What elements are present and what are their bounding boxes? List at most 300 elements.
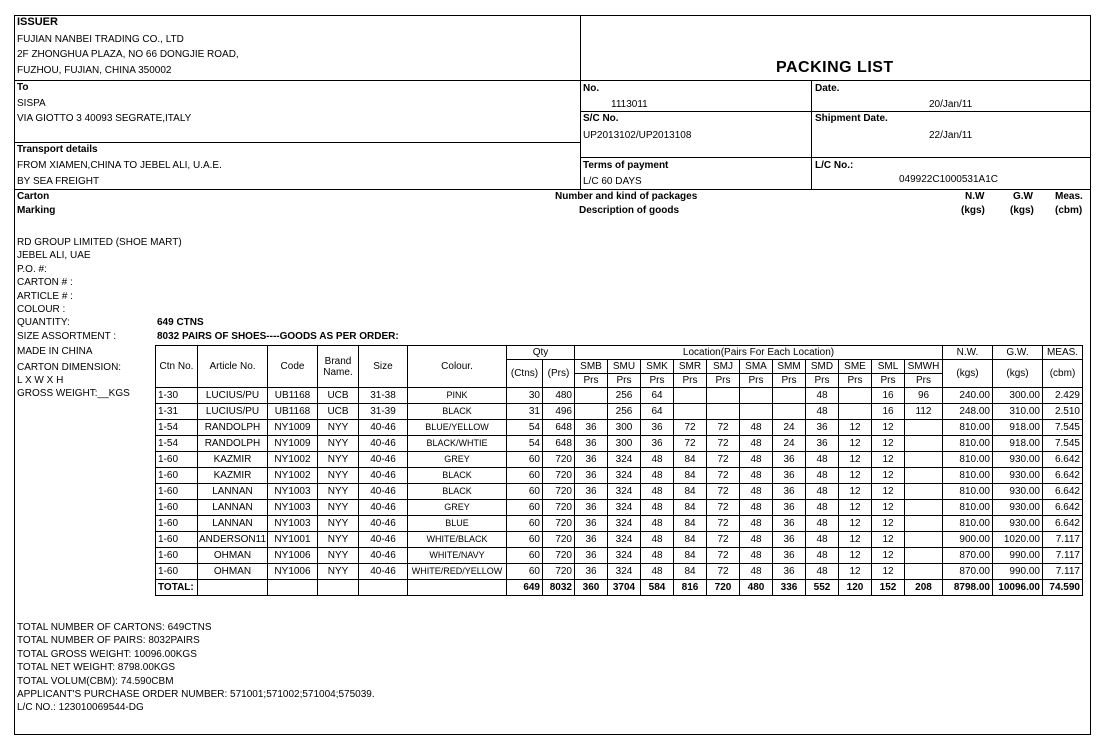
table-cell: 48 [806, 564, 839, 580]
table-cell: 336 [773, 580, 806, 596]
table-cell: 1-54 [156, 436, 198, 452]
table-cell: 12 [839, 500, 872, 516]
table-cell [773, 388, 806, 404]
table-cell: 324 [608, 484, 641, 500]
table-cell [839, 404, 872, 420]
table-cell: 10096.00 [993, 580, 1043, 596]
table-cell: NY1002 [268, 452, 318, 468]
table-cell: 36 [773, 548, 806, 564]
table-cell: 12 [872, 516, 905, 532]
nw-heading: N.W [965, 191, 985, 202]
shipment-date-value: 22/Jan/11 [929, 130, 973, 141]
col-loc-smd: SMD [806, 360, 839, 374]
table-cell: 54 [507, 420, 543, 436]
table-cell [674, 404, 707, 420]
col-location: Location(Pairs For Each Location) [575, 346, 943, 360]
table-cell: 72 [707, 420, 740, 436]
table-cell [905, 500, 943, 516]
table-cell: NY1003 [268, 500, 318, 516]
table-cell: 7.117 [1043, 532, 1083, 548]
table-cell: ANDERSON11 [198, 532, 268, 548]
table-cell: 810.00 [943, 500, 993, 516]
mark-line: COLOUR : [17, 303, 66, 315]
table-cell: BLACK [408, 484, 507, 500]
table-cell: 36 [575, 516, 608, 532]
table-cell: 31-39 [359, 404, 408, 420]
col-size: Size [359, 346, 408, 388]
table-cell: 84 [674, 452, 707, 468]
table-cell: 810.00 [943, 468, 993, 484]
transport-mode: BY SEA FREIGHT [17, 176, 100, 187]
table-cell: LUCIUS/PU [198, 388, 268, 404]
table-cell: 12 [872, 532, 905, 548]
table-cell: NYY [318, 500, 359, 516]
table-cell: 48 [740, 484, 773, 500]
table-cell: 248.00 [943, 404, 993, 420]
table-cell: 1-60 [156, 500, 198, 516]
date-label: Date. [815, 83, 840, 94]
table-cell: 36 [575, 484, 608, 500]
col-loc-sme: SME [839, 360, 872, 374]
table-cell: 48 [641, 548, 674, 564]
col-loc-unit: Prs [641, 374, 674, 388]
table-cell: 552 [806, 580, 839, 596]
table-cell: WHITE/NAVY [408, 548, 507, 564]
table-cell: 72 [707, 564, 740, 580]
table-cell [318, 580, 359, 596]
table-cell: NY1002 [268, 468, 318, 484]
mark-line: ARTICLE # : [17, 290, 73, 302]
table-cell: 324 [608, 548, 641, 564]
table-cell: 48 [740, 564, 773, 580]
col-ctn-no: Ctn No. [156, 346, 198, 388]
table-cell: 40-46 [359, 532, 408, 548]
table-cell: KAZMIR [198, 468, 268, 484]
table-cell: 12 [839, 564, 872, 580]
table-cell: 1-60 [156, 516, 198, 532]
table-cell: RANDOLPH [198, 420, 268, 436]
table-cell: 31-38 [359, 388, 408, 404]
table-cell: 84 [674, 564, 707, 580]
table-cell: NYY [318, 532, 359, 548]
col-gw-unit: (kgs) [993, 360, 1043, 388]
table-cell: 40-46 [359, 548, 408, 564]
footer-line: TOTAL NET WEIGHT: 8798.00KGS [17, 662, 176, 674]
mark-line: MADE IN CHINA [17, 346, 93, 358]
table-cell [773, 404, 806, 420]
table-cell [905, 516, 943, 532]
col-loc-sma: SMA [740, 360, 773, 374]
table-cell [408, 580, 507, 596]
col-loc-sml: SML [872, 360, 905, 374]
table-cell: 12 [872, 420, 905, 436]
table-cell [359, 580, 408, 596]
table-cell: 48 [740, 436, 773, 452]
table-cell: RANDOLPH [198, 436, 268, 452]
col-loc-smj: SMJ [707, 360, 740, 374]
table-cell: 2.429 [1043, 388, 1083, 404]
col-loc-unit: Prs [872, 374, 905, 388]
invoice-no-value: 1113011 [611, 99, 648, 110]
table-cell: 40-46 [359, 484, 408, 500]
table-cell: 36 [641, 436, 674, 452]
col-loc-unit: Prs [806, 374, 839, 388]
table-row [156, 436, 1083, 452]
table-row [156, 420, 1083, 436]
table-cell: 1-60 [156, 564, 198, 580]
col-loc-smu: SMU [608, 360, 641, 374]
table-cell: 48 [806, 500, 839, 516]
table-cell [674, 388, 707, 404]
table-cell [905, 532, 943, 548]
table-cell: 720 [543, 468, 575, 484]
table-cell: 72 [674, 420, 707, 436]
table-cell: 72 [707, 548, 740, 564]
issuer-address-line1: 2F ZHONGHUA PLAZA, NO 66 DONGJIE ROAD, [17, 49, 239, 60]
col-loc-smwh: SMWH [905, 360, 943, 374]
table-cell: 918.00 [993, 436, 1043, 452]
table-cell: 152 [872, 580, 905, 596]
table-cell: 36 [773, 452, 806, 468]
table-cell: 36 [773, 532, 806, 548]
table-cell: 72 [707, 484, 740, 500]
table-cell: 64 [641, 388, 674, 404]
table-cell: 36 [575, 420, 608, 436]
table-cell: NYY [318, 468, 359, 484]
table-cell: 48 [740, 452, 773, 468]
table-cell: 1-60 [156, 452, 198, 468]
table-cell: 7.117 [1043, 548, 1083, 564]
col-loc-unit: Prs [773, 374, 806, 388]
lc-no-value: 049922C1000531A1C [899, 174, 998, 185]
table-cell: 48 [806, 468, 839, 484]
table-cell: 324 [608, 468, 641, 484]
table-cell: 60 [507, 564, 543, 580]
footer-line: TOTAL VOLUM(CBM): 74.590CBM [17, 675, 174, 687]
mark-line: L X W X H [17, 374, 64, 386]
table-cell: NY1006 [268, 548, 318, 564]
table-cell [905, 484, 943, 500]
table-cell [198, 580, 268, 596]
table-cell: 48 [806, 452, 839, 468]
table-cell: 1-60 [156, 532, 198, 548]
table-cell: 36 [575, 564, 608, 580]
table-cell: 48 [740, 420, 773, 436]
transport-heading: Transport details [17, 144, 98, 155]
footer-line: TOTAL NUMBER OF CARTONS: 649CTNS [17, 622, 212, 633]
table-cell: NY1006 [268, 564, 318, 580]
table-cell: 930.00 [993, 500, 1043, 516]
table-cell: GREY [408, 452, 507, 468]
table-cell: NYY [318, 420, 359, 436]
table-cell [905, 564, 943, 580]
table-cell: 7.545 [1043, 420, 1083, 436]
col-loc-smr: SMR [674, 360, 707, 374]
table-cell: 72 [707, 452, 740, 468]
table-cell [740, 388, 773, 404]
col-qty: Qty [507, 346, 575, 360]
terms-value: L/C 60 DAYS [583, 176, 642, 187]
table-cell: 7.117 [1043, 564, 1083, 580]
table-cell: 810.00 [943, 484, 993, 500]
col-code: Code [268, 346, 318, 388]
table-row [156, 516, 1083, 532]
table-cell: PINK [408, 388, 507, 404]
table-cell: 36 [773, 468, 806, 484]
transport-route: FROM XIAMEN,CHINA TO JEBEL ALI, U.A.E. [17, 160, 222, 171]
table-row [156, 452, 1083, 468]
table-cell: 72 [674, 436, 707, 452]
table-cell: 1-60 [156, 548, 198, 564]
table-cell: 40-46 [359, 452, 408, 468]
gw-heading: G.W [1013, 191, 1033, 202]
table-cell: 300 [608, 436, 641, 452]
table-cell: 12 [872, 436, 905, 452]
marking-heading: Marking [17, 205, 56, 216]
col-brand: Brand Name. [318, 346, 359, 388]
table-cell: 72 [707, 468, 740, 484]
table-cell: 256 [608, 388, 641, 404]
col-loc-unit: Prs [608, 374, 641, 388]
table-cell: 48 [806, 548, 839, 564]
col-loc-unit: Prs [905, 374, 943, 388]
meas-unit: (cbm) [1055, 205, 1083, 216]
footer-line: APPLICANT'S PURCHASE ORDER NUMBER: 571001;571002;571004;575039. [17, 688, 375, 700]
table-cell: 324 [608, 500, 641, 516]
table-cell [575, 388, 608, 404]
table-cell: 810.00 [943, 420, 993, 436]
col-article: Article No. [198, 346, 268, 388]
table-cell: NY1001 [268, 532, 318, 548]
table-cell: UCB [318, 388, 359, 404]
table-cell: 84 [674, 484, 707, 500]
col-loc-unit: Prs [740, 374, 773, 388]
table-cell: 48 [641, 516, 674, 532]
table-cell [905, 548, 943, 564]
table-cell: 720 [707, 580, 740, 596]
table-cell: 6.642 [1043, 452, 1083, 468]
table-cell: 120 [839, 580, 872, 596]
table-cell: 60 [507, 452, 543, 468]
table-cell: NYY [318, 564, 359, 580]
table-body [156, 388, 1083, 596]
table-cell: 12 [872, 564, 905, 580]
table-cell: 12 [839, 468, 872, 484]
table-cell: 48 [641, 564, 674, 580]
table-cell: 256 [608, 404, 641, 420]
table-cell: 240.00 [943, 388, 993, 404]
table-cell: 6.642 [1043, 500, 1083, 516]
table-cell: 48 [806, 404, 839, 420]
table-cell: 310.00 [993, 404, 1043, 420]
table-cell: 6.642 [1043, 484, 1083, 500]
table-cell: 36 [641, 420, 674, 436]
table-cell: KAZMIR [198, 452, 268, 468]
table-cell: 480 [740, 580, 773, 596]
table-cell: 72 [707, 500, 740, 516]
issuer-heading: ISSUER [17, 16, 58, 28]
table-cell: 720 [543, 516, 575, 532]
table-cell: UB1168 [268, 388, 318, 404]
table-row [156, 548, 1083, 564]
table-cell: 36 [773, 516, 806, 532]
mark-line: QUANTITY: [17, 317, 70, 329]
table-cell: NYY [318, 548, 359, 564]
table-cell [575, 404, 608, 420]
table-cell: 60 [507, 548, 543, 564]
table-cell: GREY [408, 500, 507, 516]
table-cell: LANNAN [198, 484, 268, 500]
table-cell: 12 [872, 548, 905, 564]
table-cell: 84 [674, 532, 707, 548]
table-cell: UB1168 [268, 404, 318, 420]
table-cell: 3704 [608, 580, 641, 596]
col-loc-unit: Prs [707, 374, 740, 388]
table-cell: 324 [608, 532, 641, 548]
table-row [156, 388, 1083, 404]
table-cell: 40-46 [359, 516, 408, 532]
table-cell: 40-46 [359, 564, 408, 580]
table-cell: 16 [872, 388, 905, 404]
sc-no-label: S/C No. [583, 113, 619, 124]
table-cell: 496 [543, 404, 575, 420]
table-cell: 816 [674, 580, 707, 596]
to-heading: To [17, 82, 29, 93]
table-cell: 8032 [543, 580, 575, 596]
table-cell: 36 [575, 548, 608, 564]
table-cell: 930.00 [993, 468, 1043, 484]
table-cell: 930.00 [993, 516, 1043, 532]
table-cell: 48 [806, 388, 839, 404]
table-cell: 12 [839, 436, 872, 452]
table-cell: 1-30 [156, 388, 198, 404]
col-loc-unit: Prs [674, 374, 707, 388]
table-cell: BLUE [408, 516, 507, 532]
table-cell: 48 [740, 548, 773, 564]
table-cell: 12 [839, 516, 872, 532]
table-cell [740, 404, 773, 420]
col-nw: N.W. [943, 346, 993, 360]
table-cell: 60 [507, 468, 543, 484]
mark-line: GROSS WEIGHT:__KGS [17, 388, 130, 400]
carton-heading: Carton [17, 191, 50, 202]
table-cell: 12 [839, 532, 872, 548]
table-cell: 74.590 [1043, 580, 1083, 596]
table-cell [905, 468, 943, 484]
table-cell: 84 [674, 516, 707, 532]
table-row [156, 532, 1083, 548]
lc-no-label: L/C No.: [815, 160, 854, 171]
table-cell: 36 [575, 500, 608, 516]
table-cell: 36 [773, 564, 806, 580]
col-qty-ctns: (Ctns) [507, 360, 543, 388]
table-cell: 6.642 [1043, 468, 1083, 484]
date-value: 20/Jan/11 [929, 99, 973, 110]
table-cell: 900.00 [943, 532, 993, 548]
table-cell: 96 [905, 388, 943, 404]
packing-table [155, 345, 1083, 596]
table-cell: 40-46 [359, 420, 408, 436]
table-cell: 72 [707, 436, 740, 452]
col-qty-prs: (Prs) [543, 360, 575, 388]
table-cell: 36 [575, 436, 608, 452]
table-cell: 36 [773, 500, 806, 516]
table-cell: 48 [740, 468, 773, 484]
mark-line: CARTON # : [17, 277, 73, 289]
table-cell: 60 [507, 516, 543, 532]
table-cell [707, 388, 740, 404]
table-cell: 720 [543, 564, 575, 580]
mark-line: SIZE ASSORTMENT : [17, 330, 117, 342]
table-cell [268, 580, 318, 596]
table-cell [839, 388, 872, 404]
table-cell: 870.00 [943, 548, 993, 564]
table-cell: 40-46 [359, 436, 408, 452]
table-cell: NY1009 [268, 420, 318, 436]
summary-cartons: 649 CTNS [157, 317, 204, 328]
table-cell: 84 [674, 468, 707, 484]
table-cell: LANNAN [198, 500, 268, 516]
table-cell: 918.00 [993, 420, 1043, 436]
table-cell: 40-46 [359, 468, 408, 484]
table-cell: 870.00 [943, 564, 993, 580]
table-cell: 48 [740, 532, 773, 548]
table-cell: WHITE/BLACK [408, 532, 507, 548]
table-cell: 36 [806, 436, 839, 452]
issuer-name: FUJIAN NANBEI TRADING CO., LTD [17, 34, 184, 45]
table-cell: 12 [872, 452, 905, 468]
col-loc-unit: Prs [575, 374, 608, 388]
col-loc-unit: Prs [839, 374, 872, 388]
table-cell: 72 [707, 532, 740, 548]
table-cell: 720 [543, 532, 575, 548]
table-cell: 1-60 [156, 468, 198, 484]
table-cell: 990.00 [993, 564, 1043, 580]
table-cell: 12 [872, 468, 905, 484]
table-cell: 72 [707, 516, 740, 532]
table-cell [905, 420, 943, 436]
table-cell: NYY [318, 516, 359, 532]
table-cell: 48 [806, 484, 839, 500]
table-cell: 54 [507, 436, 543, 452]
mark-line: JEBEL ALI, UAE [17, 250, 91, 262]
table-cell: 1-60 [156, 484, 198, 500]
table-cell: 48 [806, 532, 839, 548]
document-title: PACKING LIST [776, 59, 894, 76]
summary-pairs: 8032 PAIRS OF SHOES----GOODS AS PER ORDER: [157, 331, 399, 342]
table-cell: 36 [806, 420, 839, 436]
table-cell: 31 [507, 404, 543, 420]
table-cell: 48 [641, 484, 674, 500]
table-cell: 300 [608, 420, 641, 436]
table-cell: 720 [543, 548, 575, 564]
sc-no-value: UP2013102/UP2013108 [583, 130, 692, 141]
table-cell: 48 [806, 516, 839, 532]
table-cell: 48 [641, 532, 674, 548]
col-nw-unit: (kgs) [943, 360, 993, 388]
table-cell: 324 [608, 564, 641, 580]
table-cell: NYY [318, 484, 359, 500]
shipment-date-label: Shipment Date. [815, 113, 888, 124]
col-loc-smm: SMM [773, 360, 806, 374]
table-cell: BLACK/WHTIE [408, 436, 507, 452]
table-cell: 480 [543, 388, 575, 404]
table-header [156, 346, 1083, 388]
col-meas: MEAS. [1043, 346, 1083, 360]
table-cell: 1-31 [156, 404, 198, 420]
table-cell: WHITE/RED/YELLOW [408, 564, 507, 580]
table-cell: NY1003 [268, 484, 318, 500]
